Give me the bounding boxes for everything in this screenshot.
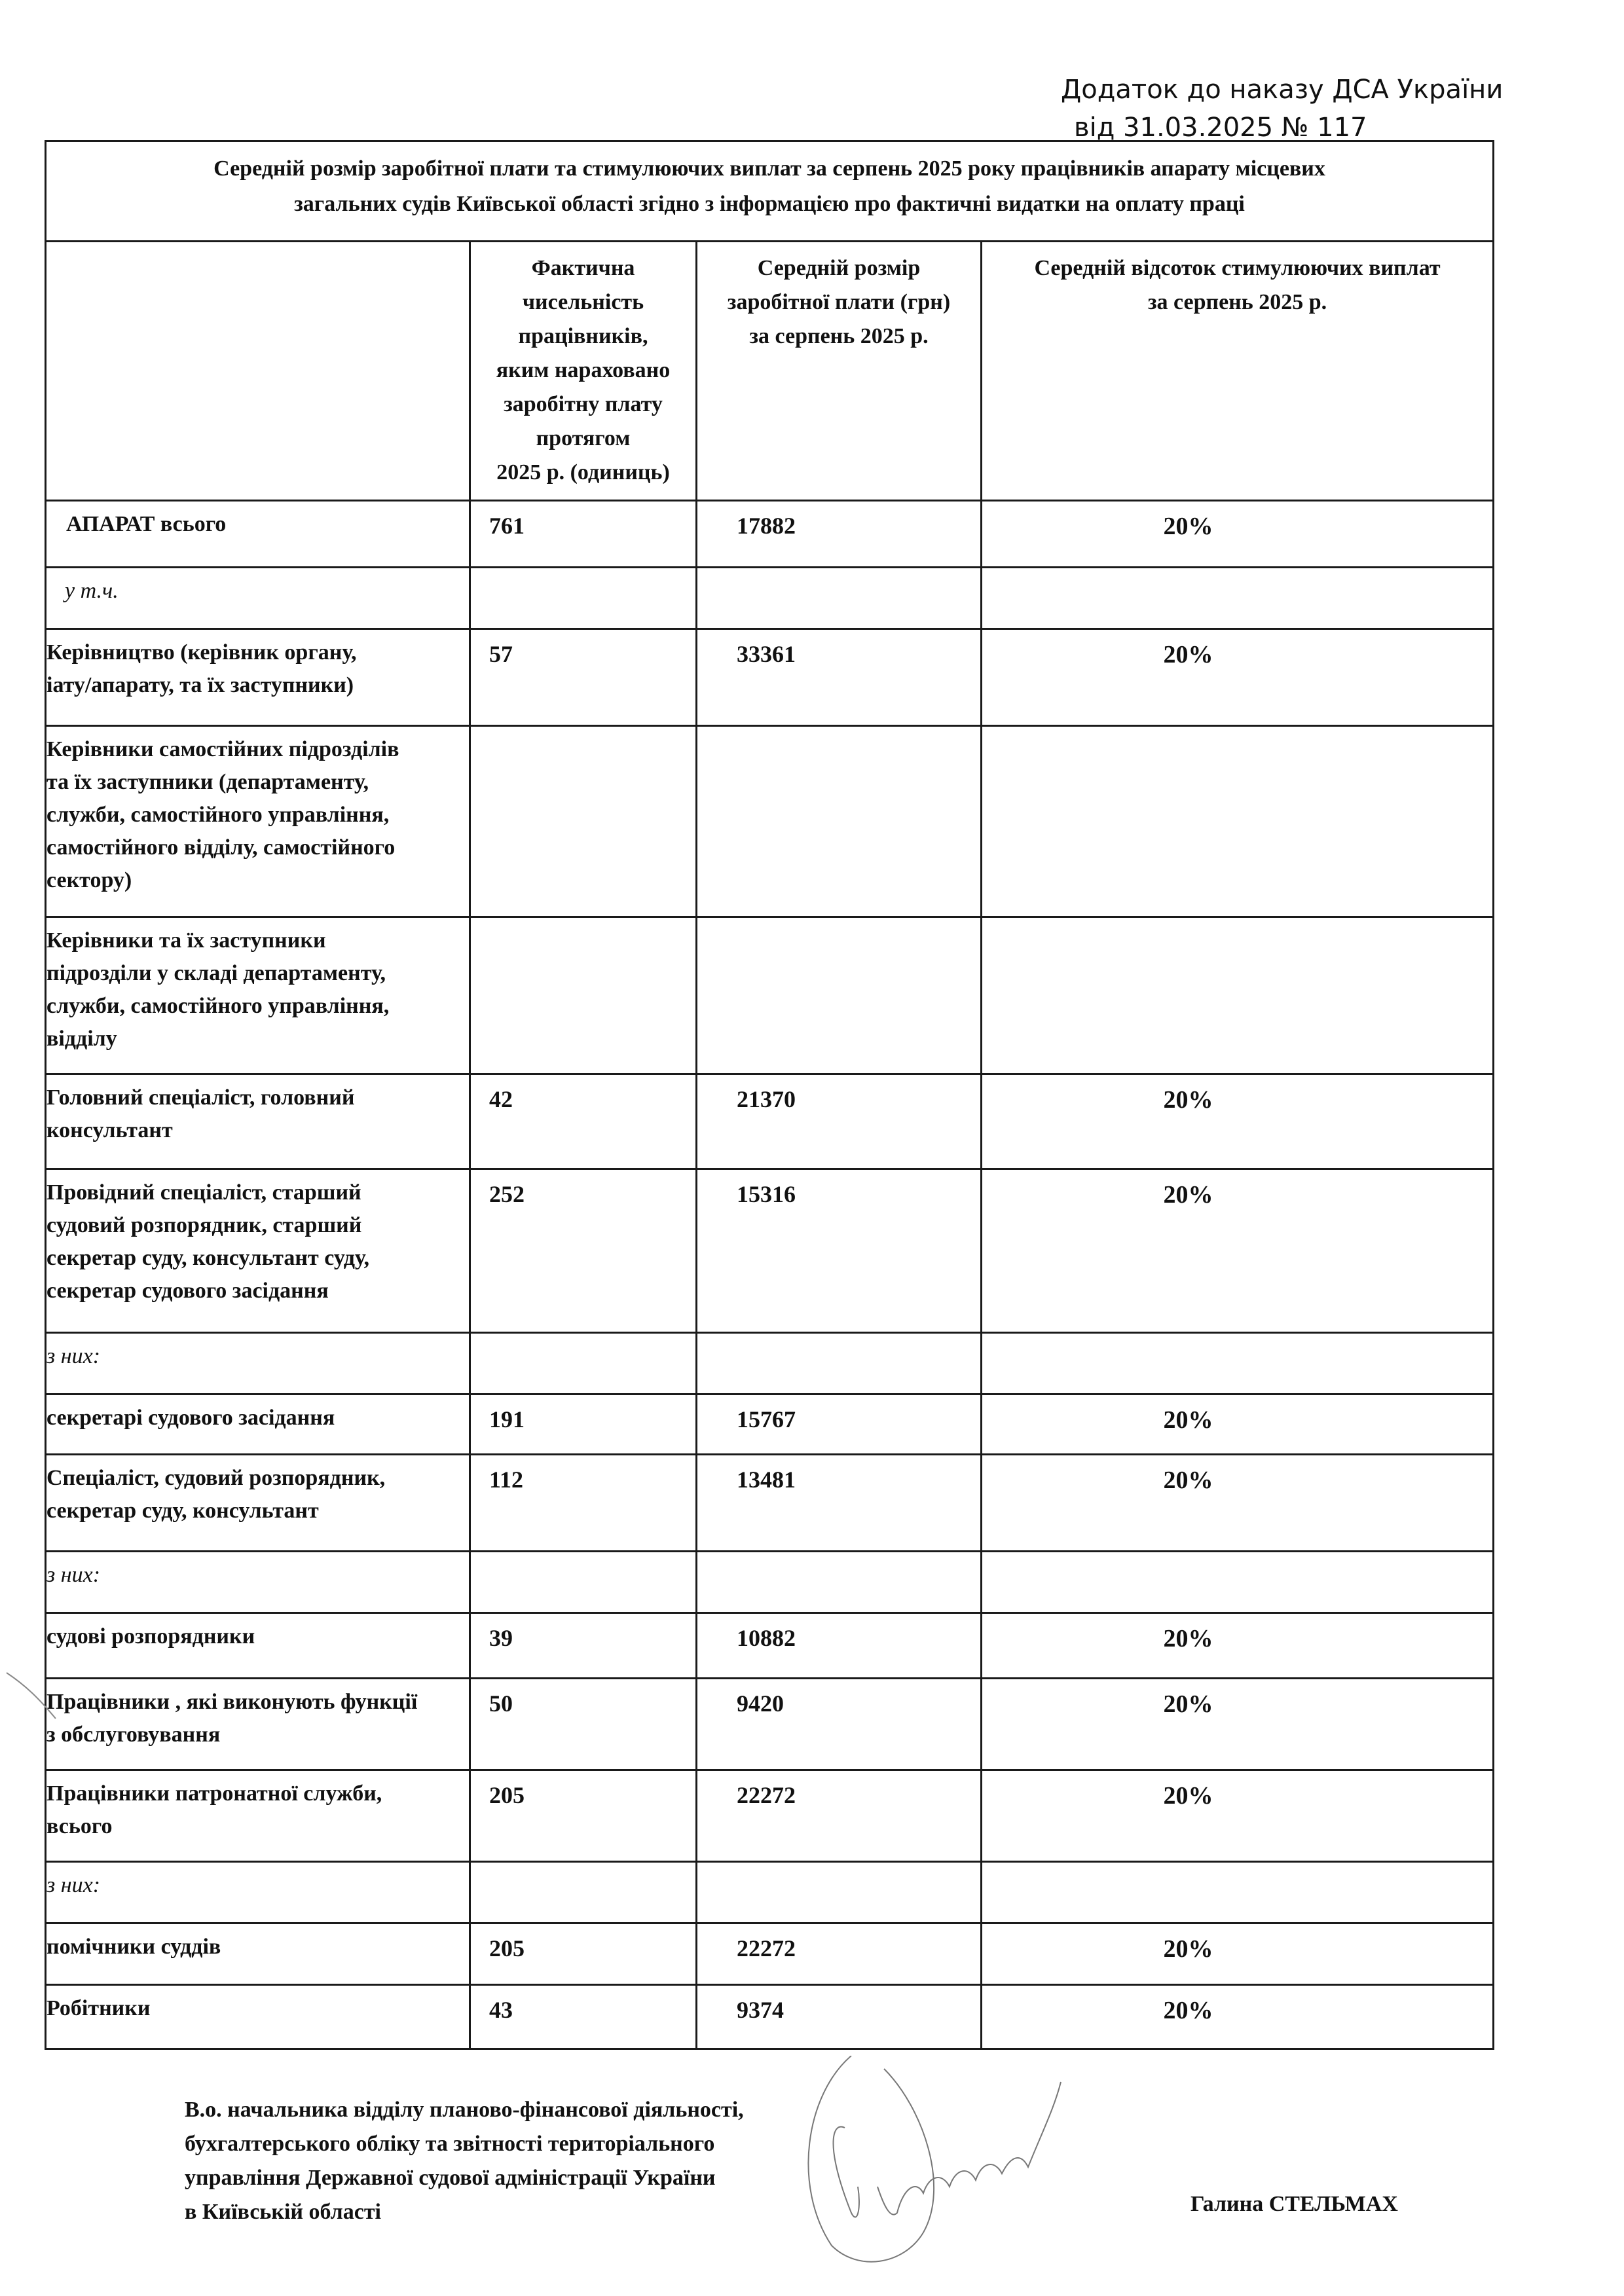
row-avg-salary: 9374: [697, 1985, 982, 2049]
row-headcount: [470, 1333, 697, 1394]
row-label-line: всього: [46, 1814, 113, 1838]
header-headcount-line: працівників,: [518, 324, 648, 348]
table-row: [46, 1552, 1494, 1613]
row-avg-salary: 9420: [697, 1679, 982, 1770]
table-row: [46, 1394, 1494, 1455]
row-label: [46, 501, 470, 568]
row-label-line: самостійного відділу, самостійного: [46, 835, 396, 860]
row-label-line: консультант: [46, 1118, 173, 1142]
row-label-line: помічники суддів: [46, 1935, 221, 1959]
row-label-line: підрозділи у складі департаменту,: [46, 961, 386, 985]
row-label-line: секретар суду, консультант: [46, 1499, 319, 1523]
row-avg-salary: 22272: [697, 1770, 982, 1862]
table-row: [46, 501, 1494, 568]
row-label: [46, 1862, 470, 1923]
row-label-line: секретар суду, консультант суду,: [46, 1246, 369, 1270]
row-label: [46, 726, 470, 917]
row-label-line: АПАРАТ всього: [66, 512, 227, 536]
header-row: [46, 242, 1494, 501]
title-row: [46, 141, 1494, 242]
table-row: [46, 568, 1494, 629]
signatory-position-line: В.о. начальника відділу планово-фінансової діяльності,: [185, 2098, 744, 2122]
row-label: [46, 1169, 470, 1333]
row-label-line: судові розпорядники: [46, 1624, 255, 1649]
row-label: [46, 917, 470, 1074]
header-bonus-pct-line: Середній відсоток стимулюючих виплат: [1034, 256, 1441, 280]
row-avg-salary: 15316: [697, 1169, 982, 1333]
signatory-position: [185, 2093, 744, 2229]
row-headcount: 57: [470, 629, 697, 726]
row-label-line: Спеціаліст, судовий розпорядник,: [46, 1466, 386, 1490]
table-row: [46, 917, 1494, 1074]
annex-line-1: Додаток до наказу ДСА України: [1061, 75, 1504, 105]
row-label-line: у т.ч.: [65, 579, 119, 603]
row-label: [46, 1552, 470, 1613]
row-headcount: 42: [470, 1074, 697, 1169]
row-avg-salary: [697, 726, 982, 917]
scan-mark-icon: [0, 1669, 59, 1722]
row-bonus-pct: [982, 1552, 1494, 1613]
table-row: [46, 1862, 1494, 1923]
row-label: [46, 1923, 470, 1985]
row-label: [46, 629, 470, 726]
header-headcount: [470, 242, 697, 501]
row-avg-salary: [697, 1333, 982, 1394]
header-bonus-pct: [982, 242, 1494, 501]
row-bonus-pct: 20%: [982, 1923, 1494, 1985]
row-bonus-pct: [982, 1862, 1494, 1923]
row-avg-salary: [697, 568, 982, 629]
row-headcount: 252: [470, 1169, 697, 1333]
row-headcount: 39: [470, 1613, 697, 1679]
header-headcount-line: яким нараховано: [496, 358, 671, 382]
table-row: [46, 1169, 1494, 1333]
row-label-line: Керівники та їх заступники: [46, 928, 326, 953]
annex-note: [1061, 71, 1503, 147]
table-title: [46, 141, 1494, 242]
header-headcount-line: протягом: [536, 426, 631, 450]
row-label-line: з них:: [46, 1873, 101, 1897]
row-label-line: з обслуговування: [46, 1722, 221, 1747]
row-label-line: Провідний спеціаліст, старший: [46, 1180, 361, 1205]
header-avg-salary-line: заробітної плати (грн): [727, 290, 951, 314]
row-bonus-pct: 20%: [982, 501, 1494, 568]
row-avg-salary: 15767: [697, 1394, 982, 1455]
row-headcount: 191: [470, 1394, 697, 1455]
row-headcount: 761: [470, 501, 697, 568]
row-label: [46, 568, 470, 629]
row-label-line: іату/апарату, та їх заступники): [46, 673, 354, 697]
row-label: [46, 1679, 470, 1770]
row-label-line: секретар судового засідання: [46, 1279, 329, 1303]
row-bonus-pct: 20%: [982, 1613, 1494, 1679]
handwritten-signature-icon: [753, 2056, 1211, 2272]
signatory-position-line: управління Державної судової адміністрації України: [185, 2166, 716, 2190]
row-avg-salary: 21370: [697, 1074, 982, 1169]
row-label: [46, 1613, 470, 1679]
header-headcount-line: чисельність: [522, 290, 644, 314]
row-headcount: 50: [470, 1679, 697, 1770]
row-headcount: 112: [470, 1455, 697, 1552]
row-bonus-pct: 20%: [982, 629, 1494, 726]
table-title-line-2: загальних судів Київської області згідно з інформацією про фактичні видатки на оплату праці: [294, 192, 1245, 216]
header-headcount-line: Фактична: [531, 256, 635, 280]
header-avg-salary-line: за серпень 2025 р.: [749, 324, 929, 348]
row-label-line: з них:: [46, 1563, 101, 1587]
row-label: [46, 1074, 470, 1169]
header-bonus-pct-line: за серпень 2025 р.: [1147, 290, 1327, 314]
row-bonus-pct: 20%: [982, 1985, 1494, 2049]
row-label-line: Керівництво (керівник органу,: [46, 640, 357, 665]
row-label-line: судовий розпорядник, старший: [46, 1213, 362, 1237]
row-headcount: 43: [470, 1985, 697, 2049]
row-label-line: Керівники самостійних підрозділів: [46, 737, 399, 761]
header-headcount-line: заробітну плату: [504, 392, 663, 416]
table-title-line-1: Середній розмір заробітної плати та стимулюючих виплат за серпень 2025 року працівників апарату місцевих: [213, 156, 1325, 181]
row-avg-salary: 13481: [697, 1455, 982, 1552]
header-headcount-line: 2025 р. (одиниць): [496, 460, 670, 484]
row-label-line: служби, самостійного управління,: [46, 803, 390, 827]
table-row: [46, 1333, 1494, 1394]
row-avg-salary: [697, 1862, 982, 1923]
row-label: [46, 1455, 470, 1552]
row-bonus-pct: [982, 568, 1494, 629]
row-label-line: секретарі судового засідання: [46, 1406, 335, 1430]
table-row: [46, 1923, 1494, 1985]
row-label-line: Головний спеціаліст, головний: [46, 1085, 355, 1110]
row-bonus-pct: 20%: [982, 1394, 1494, 1455]
row-headcount: [470, 917, 697, 1074]
row-bonus-pct: 20%: [982, 1169, 1494, 1333]
table-row: [46, 1770, 1494, 1862]
signatory-position-line: бухгалтерського обліку та звітності територіального: [185, 2132, 715, 2156]
row-label: [46, 1333, 470, 1394]
row-label-line: Працівники патронатної служби,: [46, 1781, 382, 1806]
table-row: [46, 726, 1494, 917]
signatory-position-line: в Київській області: [185, 2200, 381, 2224]
table-row: [46, 1679, 1494, 1770]
row-bonus-pct: 20%: [982, 1455, 1494, 1552]
salary-table: [45, 140, 1494, 2050]
row-headcount: [470, 1862, 697, 1923]
row-bonus-pct: [982, 726, 1494, 917]
row-avg-salary: 10882: [697, 1613, 982, 1679]
header-category: [46, 242, 470, 501]
row-label-line: Працівники , які виконують функції: [46, 1690, 418, 1714]
row-label-line: відділу: [46, 1027, 117, 1051]
row-headcount: 205: [470, 1923, 697, 1985]
row-avg-salary: [697, 917, 982, 1074]
table-row: [46, 1613, 1494, 1679]
header-avg-salary: [697, 242, 982, 501]
annex-line-2: від 31.03.2025 № 117: [1074, 113, 1367, 143]
row-bonus-pct: 20%: [982, 1074, 1494, 1169]
table-row: [46, 1455, 1494, 1552]
row-avg-salary: [697, 1552, 982, 1613]
row-headcount: [470, 726, 697, 917]
row-label: [46, 1770, 470, 1862]
row-label: [46, 1394, 470, 1455]
row-bonus-pct: [982, 917, 1494, 1074]
row-headcount: 205: [470, 1770, 697, 1862]
row-avg-salary: 22272: [697, 1923, 982, 1985]
row-label-line: сектору): [46, 868, 132, 892]
row-label-line: з них:: [46, 1344, 101, 1368]
row-avg-salary: 33361: [697, 629, 982, 726]
row-avg-salary: 17882: [697, 501, 982, 568]
table-row: [46, 1074, 1494, 1169]
row-headcount: [470, 1552, 697, 1613]
row-label-line: та їх заступники (департаменту,: [46, 770, 369, 794]
row-label-line: Робітники: [46, 1996, 151, 2020]
signatory-name: Галина СТЕЛЬМАХ: [1190, 2192, 1398, 2216]
row-bonus-pct: [982, 1333, 1494, 1394]
header-avg-salary-line: Середній розмір: [757, 256, 921, 280]
row-label: [46, 1985, 470, 2049]
row-label-line: служби, самостійного управління,: [46, 994, 390, 1018]
row-headcount: [470, 568, 697, 629]
row-bonus-pct: 20%: [982, 1679, 1494, 1770]
row-bonus-pct: 20%: [982, 1770, 1494, 1862]
table-row: [46, 1985, 1494, 2049]
table-row: [46, 629, 1494, 726]
